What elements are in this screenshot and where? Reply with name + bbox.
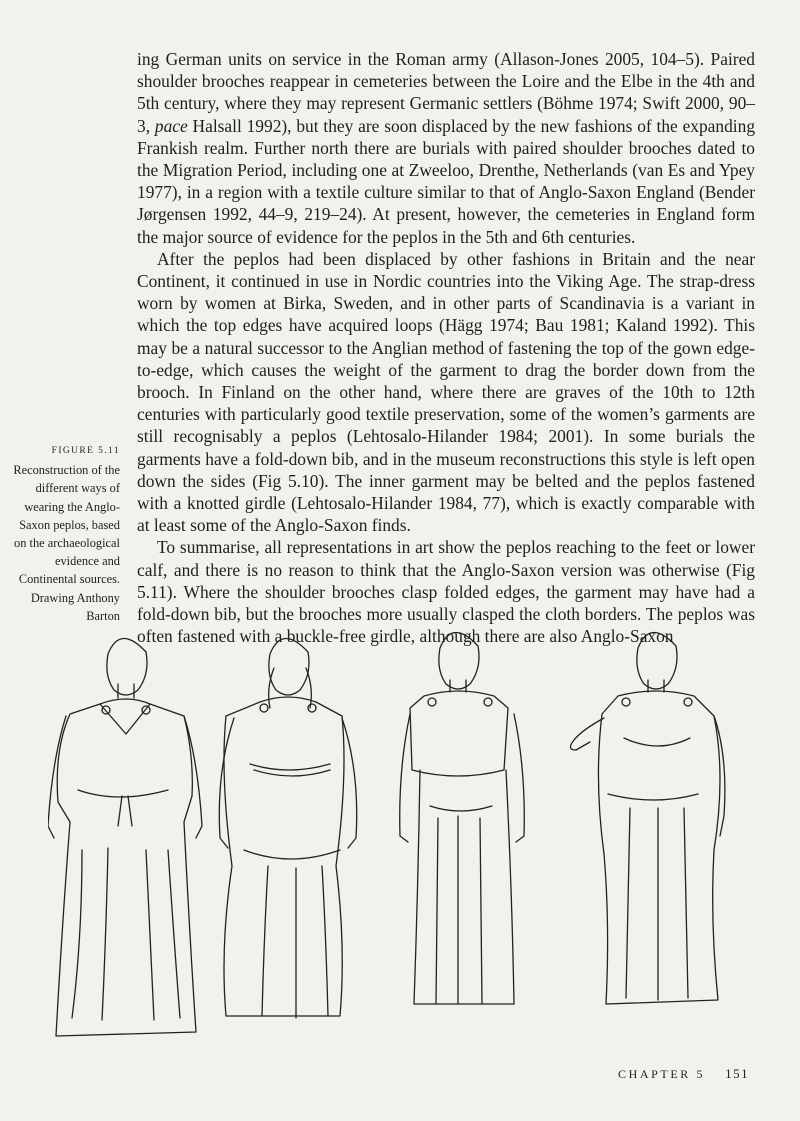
figure-caption [6, 442, 120, 625]
figure-illustration [48, 618, 748, 1068]
paragraph-2: After the peplos had been displaced by other fashions in Britain and the near Continent, it continued in use in Nordic countries into the Viking Age. The strap-dress worn by women at Birka, Sweden, and in other parts of Scandinavia is a variant in which the top edges have acquired loops (Hägg 1974; Bau 1981; Kaland 1992). This may be a natural successor to the Anglian method of fastening the top of the gown edge-to-edge, which causes the weight of the garment to drag the border down from the brooch. In Finland on the other hand, where there are graves of the 10th to 12th centuries with particularly good textile preservation, some of the women’s garments are still recognisably a peplos (Lehtosalo-Hilander 1984; 2001). In some burials the garments have a fold-down bib, and in the museum reconstructions this style is left open down the sides (Fig 5.10). The inner garment may be belted and the peplos fastened with a knotted girdle (Lehtosalo-Hilander 1984, 77), which is exactly comparable with at least some of the Anglo-Saxon finds. [137, 248, 755, 536]
figure-woman-4 [570, 632, 724, 1004]
paragraph-1-italic: pace [154, 115, 188, 136]
figure-caption-text: Reconstruction of the different ways of wearing the Anglo-Saxon peplos, based on the archaeological evidence and Continental sources. Drawing Anthony Barton [13, 463, 120, 623]
paragraph-1-text-a: ing German units on service in the Roman army (Allason-Jones 2005, 104–5). Paired shoulder brooches reappear in cemeteries between the Loire and the Elbe in the 4th and 5th century, where they may represent Germanic settlers (Böhme 1974; Swift 2000, 90–3, [137, 49, 755, 136]
body-text [137, 48, 755, 647]
page-footer [618, 1066, 749, 1082]
paragraph-1-text-b: Halsall 1992), but they are soon displaced by the new fashions of the expanding Frankish realm. Further north there are burials with paired shoulder brooches dated to the Migration Period, including one at Zweeloo, Drenthe, Netherlands (van Es and Ypey 1977), in a region with a textile culture similar to that of Anglo-Saxon England (Bender Jørgensen 1992, 44–9, 219–24). At present, however, the cemeteries in England form the major source of evidence for the peplos in the 5th and 6th centuries. [137, 115, 756, 247]
peplos-drawing [48, 618, 748, 1068]
paragraph-3: To summarise, all representations in art show the peplos reaching to the feet or lower calf, and there is no reason to think that the Anglo-Saxon version was otherwise (Fig 5.11). Where the shoulder brooches clasp folded edges, the garment may have had a fold-down bib, but the brooches more usually clasped the cloth borders. The peplos was often fastened with a buckle-free girdle, although there are also Anglo-Saxon [137, 537, 755, 647]
chapter-label: CHAPTER 5 [618, 1067, 706, 1081]
figure-woman-1 [48, 638, 202, 1036]
paragraph-1 [137, 48, 755, 248]
figure-label: FIGURE 5.11 [51, 446, 120, 456]
figure-woman-2 [219, 638, 356, 1018]
figure-woman-3 [400, 632, 525, 1004]
page-number: 151 [725, 1066, 750, 1081]
